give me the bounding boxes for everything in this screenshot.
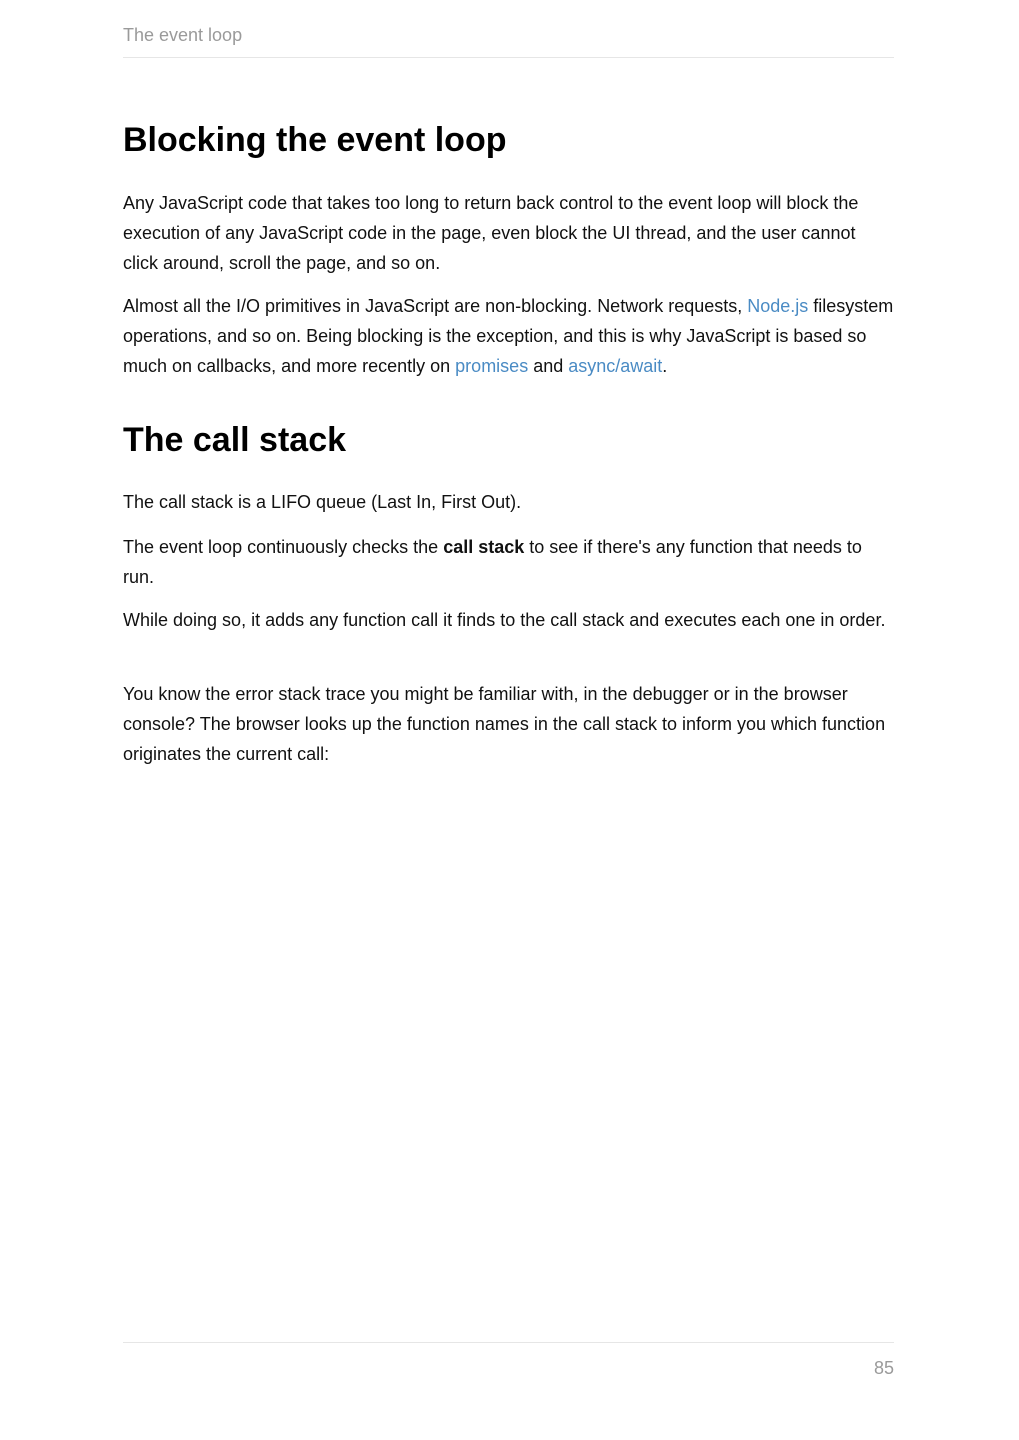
text-run: and	[528, 356, 569, 376]
paragraph-lifo: The call stack is a LIFO queue (Last In, First Out).	[123, 492, 522, 512]
page-header	[123, 22, 894, 58]
paragraph-adds-function-call: While doing so, it adds any function call it finds to the call stack and executes each one in order.	[123, 610, 886, 630]
text-run: Almost all the I/O primitives in JavaScript are non-blocking. Network requests,	[123, 296, 748, 316]
text-run: The event loop continuously checks the	[123, 537, 444, 557]
async-await-link[interactable]: async/await	[568, 356, 663, 376]
nodejs-link[interactable]: Node.js	[747, 296, 809, 316]
text-run: to see if there's any function that needs to run.	[123, 537, 862, 587]
text-run: filesystem operations, and so on. Being blocking is the exception, and this is why JavaScript is based so much on callbacks, and more recently on	[123, 296, 894, 376]
promises-link[interactable]: promises	[455, 356, 529, 376]
running-title: The event loop	[123, 25, 243, 45]
section-heading-blocking: Blocking the event loop	[123, 121, 507, 159]
section-heading-call-stack: The call stack	[123, 421, 347, 459]
page-footer	[123, 1342, 894, 1378]
paragraph-error-stack-trace: You know the error stack trace you might be familiar with, in the debugger or in the browser console? The browser looks up the function names in the call stack to inform you which function originates the current call:	[123, 684, 886, 764]
bold-term-call-stack: call stack	[443, 537, 525, 557]
paragraph-io-primitives	[123, 291, 894, 381]
page-number: 85	[873, 1358, 894, 1378]
paragraph-blocking-intro: Any JavaScript code that takes too long to return back control to the event loop will block the execution of any JavaScript code in the page, even block the UI thread, and the user cannot click around, scroll the page, and so on.	[123, 193, 859, 273]
text-run: .	[662, 356, 668, 376]
paragraph-event-loop-checks	[123, 532, 894, 592]
